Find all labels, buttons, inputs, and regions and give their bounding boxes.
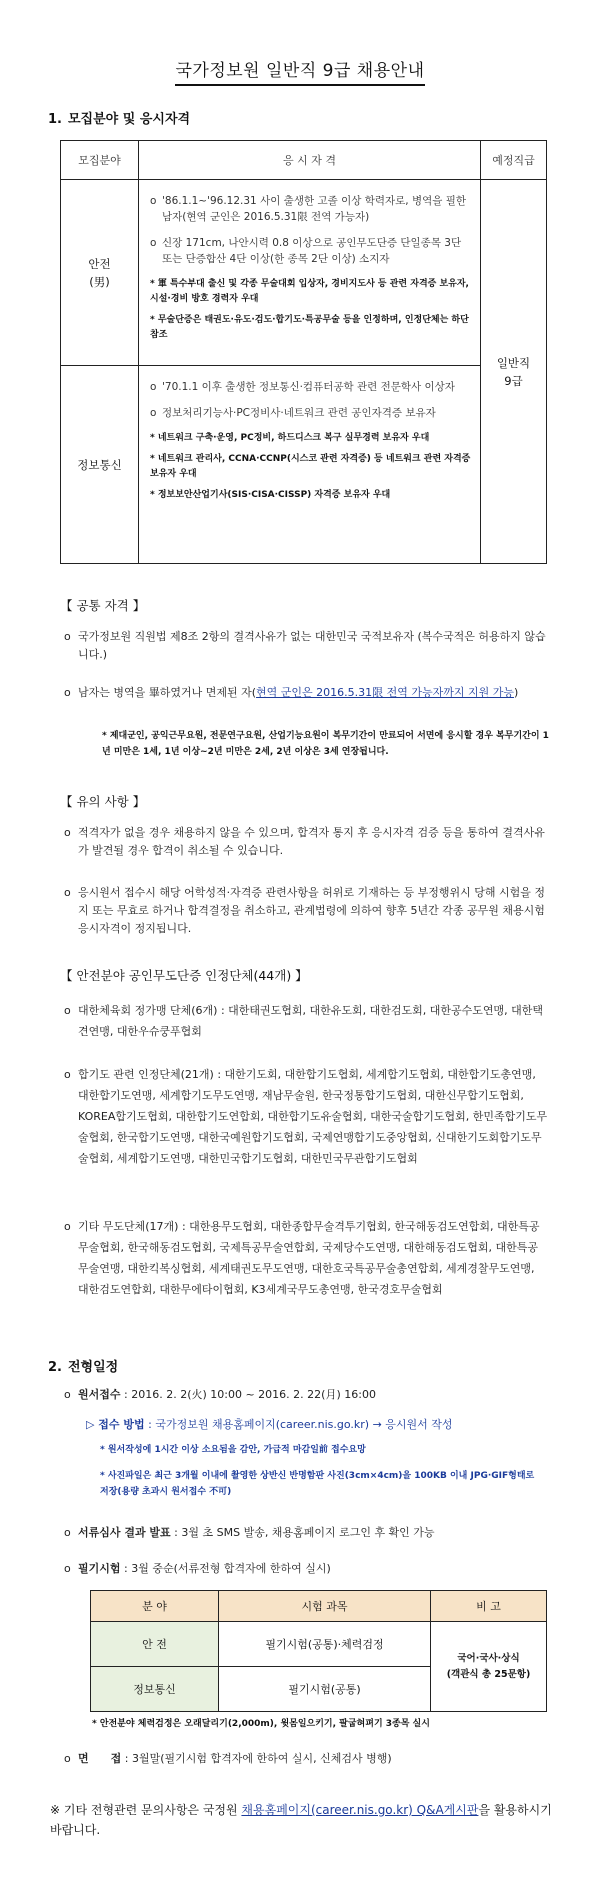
section1-heading: 1. 모집분야 및 응시자격 bbox=[48, 112, 191, 127]
application-period: o 원서접수 : 2016. 2. 2(火) 10:00 ~ 2016. 2. 22(月) 16:00 bbox=[64, 1388, 376, 1401]
caution-heading: 【 유의 사항 】 bbox=[60, 794, 146, 809]
orgs-group-3: o 기타 무도단체(17개) : 대한용무도협회, 대한종합무술격투기협회, 한국해동검도연합회, 대한특공무술협회, 한국해동검도협회, 국제특공무술연합회, 국제당수도연맹, 대한해동검도협회, 대한특공무술연맹, 대한킥복싱협회, 세계태권도무도연맹, 대한호국특공무술총연합회, 세계경찰무도연맹, 대한검도연합회, 대한무에타이협회, K3세계국무도총연맹, 한국경호무술협회 bbox=[64, 1220, 540, 1296]
security-note: * 軍 특수부대 출신 및 각종 무술대회 입상자, 경비지도사 등 관련 자격증 보유자, 시설·경비 방호 경력자 우대 bbox=[150, 279, 469, 304]
it-note: * 정보보안산업기사(SIS·CISA·CISSP) 자격증 보유자 우대 bbox=[150, 490, 391, 500]
exam-subject-security: 필기시험(공통)·체력검정 bbox=[219, 1622, 431, 1667]
exam-subject-it: 필기시험(공통) bbox=[219, 1667, 431, 1712]
list-item: o '86.1.1~'96.12.31 사이 출생한 고졸 이상 학력자로, 병역을 필한 남자(현역 군인은 2016.5.31限 전역 가능자) bbox=[150, 195, 467, 223]
category-security: 안전 (男) bbox=[61, 180, 139, 366]
exam-header-subject: 시험 과목 bbox=[219, 1591, 431, 1622]
page-title: 국가정보원 일반직 9급 채용안내 bbox=[175, 56, 424, 86]
exam-header-remark: 비 고 bbox=[431, 1591, 547, 1622]
caution-item-2: o 응시원서 접수시 해당 어학성적·자격증 관련사항을 허위로 기재하는 등 부정행위시 당해 시험을 정지 또는 무효로 하거나 합격결정을 취소하고, 관계법령에 의하여 향후 5년간 각종 공무원 채용시험 응시자격이 정지됩니다. bbox=[64, 886, 545, 935]
it-qualifications bbox=[139, 366, 481, 564]
exam-row-security: 안 전 bbox=[91, 1622, 219, 1667]
document-result: o 서류심사 결과 발표 : 3월 초 SMS 발송, 채용홈페이지 로그인 후 확인 가능 bbox=[64, 1526, 435, 1539]
exam-row-it: 정보통신 bbox=[91, 1667, 219, 1712]
method-note-2: * 사진파일은 최근 3개월 이내에 촬영한 상반신 반명함판 사진(3cm×4cm)을 100KB 이내 JPG·GIF형태로 저장(용량 초과시 원서접수 不可) bbox=[100, 1471, 535, 1497]
list-item: o 신장 171cm, 나안시력 0.8 이상으로 공인무도단증 단일종목 3단 또는 단증합산 4단 이상(한 종목 2단 이상) 소지자 bbox=[150, 237, 462, 265]
category-it: 정보통신 bbox=[61, 366, 139, 564]
exam-table bbox=[90, 1590, 547, 1712]
header-grade: 예정직급 bbox=[481, 141, 547, 180]
security-qualifications bbox=[139, 180, 481, 366]
exam-header-field: 분 야 bbox=[91, 1591, 219, 1622]
section2-heading: 2. 전형일정 bbox=[48, 1360, 119, 1375]
list-item: o '70.1.1 이후 출생한 정보통신·컴퓨터공학 관련 전문학사 이상자 bbox=[150, 381, 455, 393]
common-item-1: o 국가정보원 직원법 제8조 2항의 결격사유가 없는 대한민국 국적보유자 (복수국적은 허용하지 않습니다.) bbox=[64, 630, 546, 661]
orgs-heading: 【 안전분야 공인무도단증 인정단체(44개) 】 bbox=[60, 968, 308, 983]
it-note: * 네트워크 관리사, CCNA·CCNP(시스코 관련 자격증) 등 네트워크 관련 자격증 보유자 우대 bbox=[150, 454, 471, 479]
header-qualification: 응 시 자 격 bbox=[139, 141, 481, 180]
exam-remark: 국어·국사·상식 (객관식 총 25문항) bbox=[431, 1622, 547, 1712]
written-exam: o 필기시험 : 3월 중순(서류전형 합격자에 한하여 실시) bbox=[64, 1562, 331, 1575]
orgs-group-1: o 대한체육회 정가맹 단체(6개) : 대한태권도협회, 대한유도회, 대한검도회, 대한공수도연맹, 대한택견연맹, 대한우슈쿵푸협회 bbox=[64, 1004, 544, 1038]
fitness-note: * 안전분야 체력검정은 오래달리기(2,000m), 윗몸일으키기, 팔굽혀펴기 3종목 실시 bbox=[92, 1719, 430, 1729]
qualification-table bbox=[60, 140, 547, 564]
method-note-1: * 원서작성에 1시간 이상 소요됨을 감안, 가급적 마감일前 접수요망 bbox=[100, 1445, 366, 1455]
security-note: * 무술단증은 태권도·유도·검도·합기도·특공무술 등을 인정하며, 인정단체는 하단 참조 bbox=[150, 315, 469, 340]
caution-item-1: o 적격자가 없을 경우 채용하지 않을 수 있으며, 합격자 통지 후 응시자격 검증 등을 통하여 결격사유가 발견될 경우 합격이 취소될 수 있습니다. bbox=[64, 826, 545, 857]
orgs-group-2: o 합기도 관련 인정단체(21개) : 대한기도회, 대한합기도협회, 세계합기도협회, 대한합기도총연맹, 대한합기도연맹, 세계합기도무도연맹, 재남무술원, 한국정통합기도협회, 대한신무합기도협회, KOREA합기도협회, 대한합기도연합회, 대한합기도유술협회, 대한국술합기도협회, 한민족합기도무술협회, 한국합기도연맹, 대한국예원합기도협회, 국제연맹합기도중앙협회, 신대한기도회합기도무술협회, 세계합기도연맹, 대한민국합기도협회, 대한민국무관합기도협회 bbox=[64, 1068, 548, 1165]
military-link[interactable]: 현역 군인은 2016.5.31限 전역 가능자까지 지원 가능 bbox=[256, 686, 515, 699]
common-heading: 【 공통 자격 】 bbox=[60, 598, 146, 613]
header-category: 모집분야 bbox=[61, 141, 139, 180]
list-item: o 정보처리기능사·PC정비사·네트워크 관련 공인자격증 보유자 bbox=[150, 407, 436, 419]
grade-cell: 일반직 9급 bbox=[481, 180, 547, 564]
common-note: * 제대군인, 공익근무요원, 전문연구요원, 산업기능요원이 복무기간이 만료되어 서면에 응시할 경우 복무기간이 1년 미만은 1세, 1년 이상~2년 미만은 2세, 2년 이상은 3세 연장됩니다. bbox=[102, 731, 549, 757]
interview: o 면 접 : 3월말(필기시험 합격자에 한하여 실시, 신체검사 병행) bbox=[64, 1752, 392, 1765]
common-item-2: o 남자는 병역을 畢하였거나 면제된 자(현역 군인은 2016.5.31限 전역 가능자까지 지원 가능) bbox=[64, 686, 519, 699]
it-note: * 네트워크 구축·운영, PC정비, 하드디스크 복구 실무경력 보유자 우대 bbox=[150, 433, 430, 443]
application-method: ▷ 접수 방법 : 국가정보원 채용홈페이지(career.nis.go.kr) → 응시원서 작성 bbox=[86, 1418, 453, 1431]
footer-note: ※ 기타 전형관련 문의사항은 국정원 채용홈페이지(career.nis.go.kr) Q&A게시판을 활용하시기 바랍니다. bbox=[50, 1803, 552, 1837]
career-site-link[interactable]: 채용홈페이지(career.nis.go.kr) Q&A게시판 bbox=[241, 1803, 479, 1817]
